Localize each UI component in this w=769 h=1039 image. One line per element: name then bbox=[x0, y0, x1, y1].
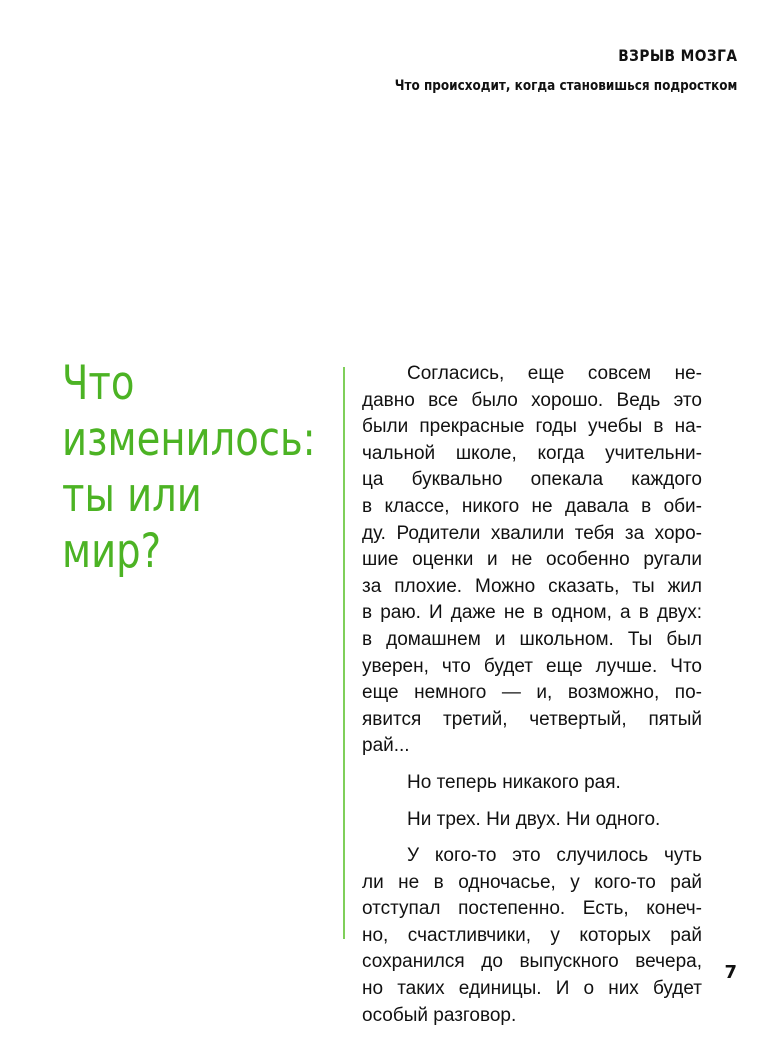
text-line: особый разговор. bbox=[362, 1004, 517, 1026]
text-line: в классе, никого не давала в оби- bbox=[362, 495, 702, 517]
text-line: рай... bbox=[362, 735, 410, 757]
text-line: за плохие. Можно сказать, ты жил bbox=[362, 575, 702, 597]
paragraph bbox=[362, 843, 702, 1029]
running-header bbox=[339, 46, 737, 95]
chapter-title-line: Что bbox=[62, 356, 135, 411]
text-line: еще немного — и, возможно, по- bbox=[362, 682, 702, 704]
text-line: но, счастливчики, у которых рай bbox=[362, 924, 702, 946]
text-line: Ни трех. Ни двух. Ни одного. bbox=[407, 808, 661, 830]
paragraph bbox=[362, 807, 702, 834]
text-line: шие оценки и не особенно ругали bbox=[362, 549, 702, 571]
text-line: в домашнем и школьном. Ты был bbox=[362, 628, 702, 650]
book-title: ВЗРЫВ МОЗГА bbox=[617, 46, 737, 65]
chapter-title-line: изменилось: bbox=[62, 412, 316, 467]
chapter-title-line: мир? bbox=[62, 524, 162, 579]
text-line: ли не в одночасье, у кого-то рай bbox=[362, 871, 702, 893]
body-text bbox=[362, 361, 702, 1039]
vertical-divider bbox=[343, 367, 345, 939]
text-line: Согласись, еще совсем не- bbox=[407, 363, 702, 384]
paragraph bbox=[362, 361, 702, 760]
text-line: ду. Родители хвалили тебя за хоро- bbox=[362, 522, 702, 544]
page-number: 7 bbox=[724, 962, 737, 983]
text-line: в раю. И даже не в одном, а в двух: bbox=[362, 602, 702, 624]
text-line: давно все было хорошо. Ведь это bbox=[362, 389, 702, 411]
text-line: ца буквально опекала каждого bbox=[362, 469, 702, 491]
book-subtitle: Что происходит, когда становишься подростком bbox=[394, 78, 737, 94]
paragraph bbox=[362, 770, 702, 797]
text-line: чальной школе, когда учительни- bbox=[362, 442, 702, 464]
text-line: Но теперь никакого рая. bbox=[407, 771, 621, 793]
text-line: сохранился до выпускного вечера, bbox=[362, 951, 702, 973]
text-line: уверен, что будет еще лучше. Что bbox=[362, 655, 702, 677]
text-line: У кого-то это случилось чуть bbox=[407, 845, 702, 867]
text-line: явится третий, четвертый, пятый bbox=[362, 708, 702, 730]
text-line: но таких единицы. И о них будет bbox=[362, 978, 702, 1000]
chapter-title-line: ты или bbox=[62, 468, 202, 523]
chapter-title bbox=[62, 356, 316, 580]
text-line: отступал постепенно. Есть, конеч- bbox=[362, 898, 702, 920]
text-line: были прекрасные годы учебы в на- bbox=[362, 416, 702, 438]
